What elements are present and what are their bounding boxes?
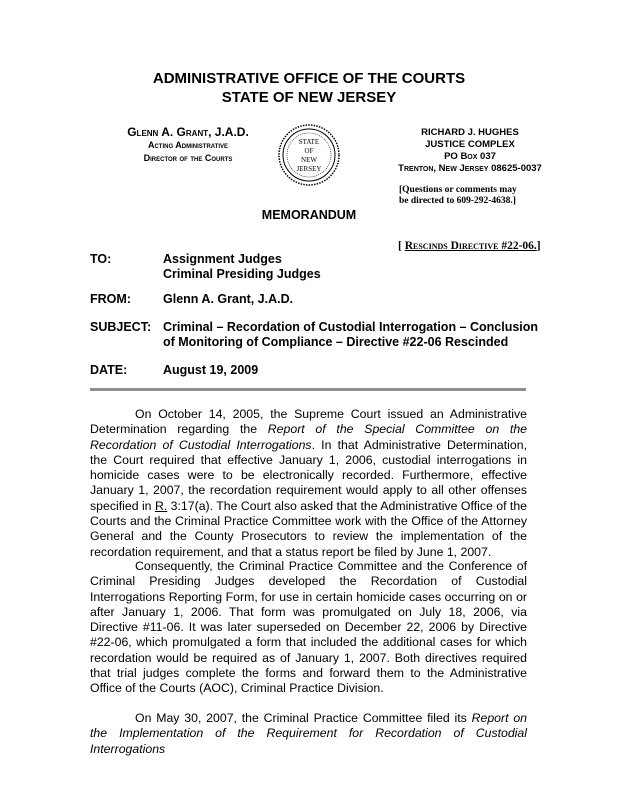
contact-note [399, 185, 559, 207]
from-value: Glenn A. Grant, J.A.D. [163, 292, 294, 306]
rescinds-notice [398, 240, 541, 252]
paragraph-3: On May 30, 2007, the Criminal Practice Committee filed its Report on the Implementation of the Requirement for Recordation of Custodial Interrogations [90, 711, 527, 756]
subject-label: SUBJECT: [90, 320, 152, 334]
paragraph-1: On October 14, 2005, the Supreme Court issued an Administrative Determination regarding the Report of the Special Committee on the Recordation of Custodial Interrogations. In that Administrative Determination, the Court required that effective January 1, 2006, custodial interrogations in homicide cases were to be electronically recorded. Furthermore, effective January 1, 2007, the recordation requirement would apply to all other offenses specified in R. 3:17(a). The Court also asked that the Administrative Office of the Courts and the Criminal Practice Committee work with the Office of the Attorney General and the County Prosecutors to review the implementation of the recordation requirement, and that a status report be filed by June 1, 2007. [90, 407, 528, 559]
contact-note-line-2: be directed to 609-292-4638.] [399, 196, 516, 206]
date-label: DATE: [90, 363, 128, 377]
memo-title: MEMORANDUM [261, 208, 357, 222]
address-line-4: Trenton, New Jersey 08625-0037 [398, 163, 542, 174]
subject-value-2: of Monitoring of Compliance – Directive #22-06 Rescinded [163, 335, 509, 349]
paragraph-2: Consequently, the Criminal Practice Committee and the Conference of Criminal Presiding Judges developed the Recordation of Custodial Interrogations Reporting Form, for use in certain homicide cases occurring on or after January 1, 2006. That form was promulgated on July 18, 2006, via Directive #11-06. It was later superseded on December 22, 2006 by Directive #22-06, which promulgated a form that included the additional cases for which recordation would be required as of January 1, 2007. Both directives required that trial judges complete the forms and forward them to the Administrative Office of the Courts (AOC), Criminal Practice Division. [90, 559, 527, 696]
to-label: TO: [90, 252, 112, 266]
state-seal-icon [277, 123, 341, 187]
rescinds-text: Rescinds Directive #22-06. [404, 240, 537, 252]
sender-block [98, 126, 278, 165]
rescinds-open: [ [398, 240, 405, 252]
rescinds-close: ] [536, 240, 541, 252]
divider [90, 388, 526, 391]
sender-title-1: Acting Administrative [147, 140, 229, 150]
from-label: FROM: [90, 292, 131, 306]
address-line-1: RICHARD J. HUGHES [421, 127, 519, 138]
address-block [385, 127, 555, 175]
seal-text-4: JERSEY [296, 165, 322, 173]
seal-text-3: NEW [301, 156, 317, 164]
sender-title-2: Director of the Courts [143, 153, 233, 163]
address-line-2: JUSTICE COMPLEX [425, 139, 515, 150]
subject-value-1: Criminal – Recordation of Custodial Interrogation – Conclusion [163, 320, 539, 334]
contact-note-line-1: [Questions or comments may [399, 185, 517, 195]
to-value-1: Assignment Judges [163, 252, 282, 266]
seal-text-1: STATE [298, 138, 320, 146]
date-value: August 19, 2009 [163, 363, 259, 377]
address-line-3: PO Box 037 [444, 151, 496, 162]
state-title: STATE OF NEW JERSEY [221, 89, 397, 106]
office-title: ADMINISTRATIVE OFFICE OF THE COURTS [152, 70, 466, 87]
to-value-2: Criminal Presiding Judges [163, 267, 321, 281]
sender-name: Glenn A. Grant, J.A.D. [127, 125, 249, 139]
seal-text-2: OF [304, 147, 314, 155]
